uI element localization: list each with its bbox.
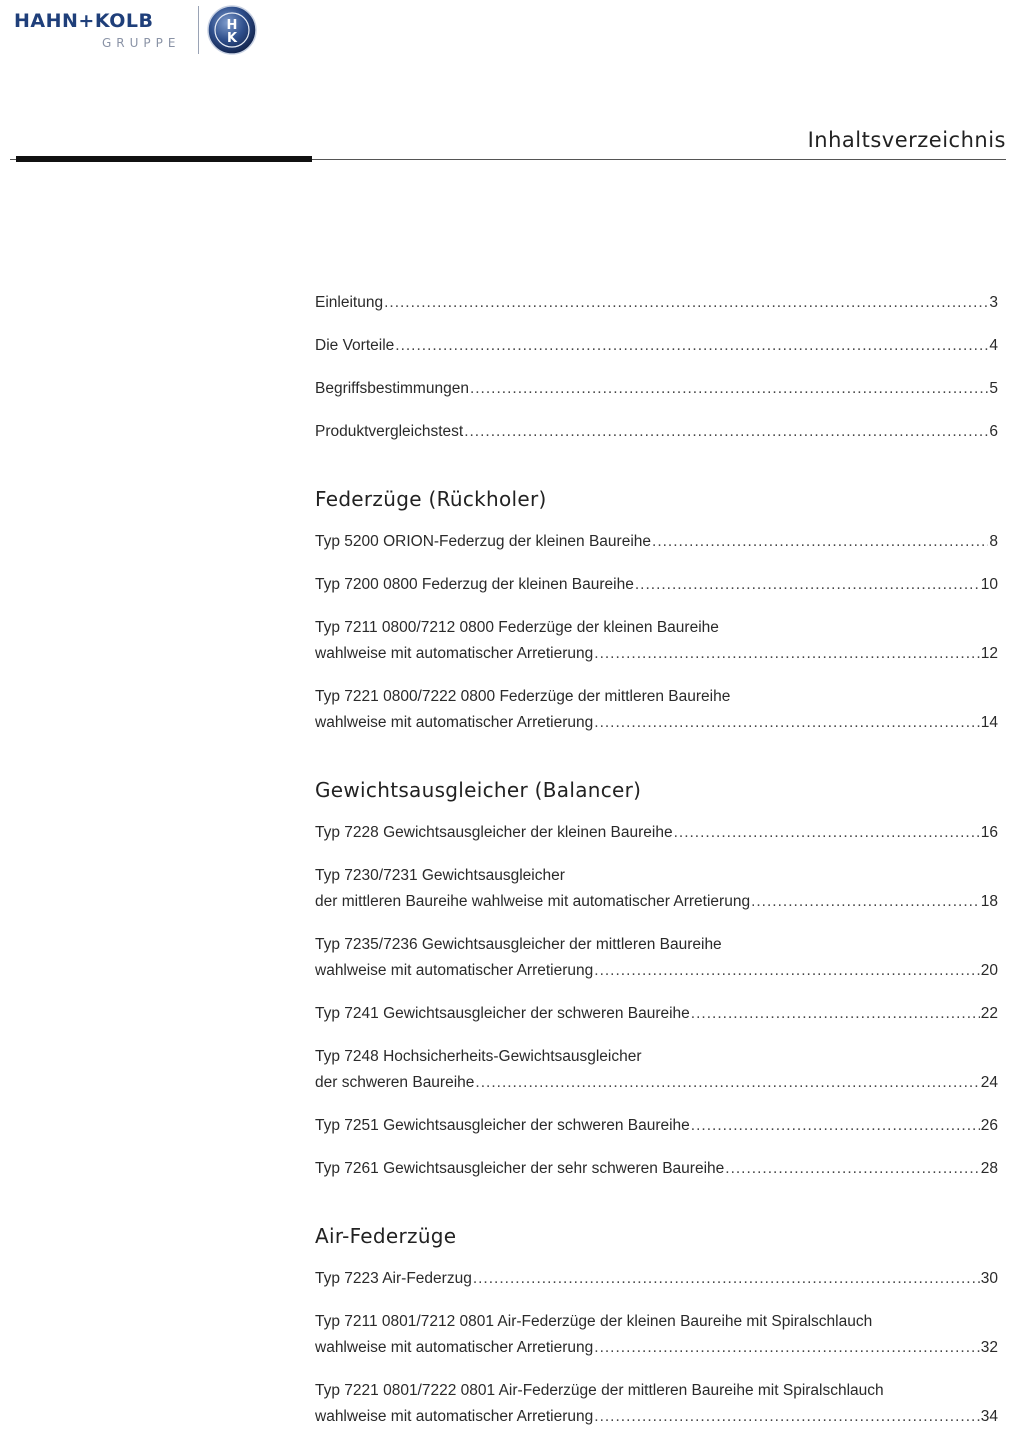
toc-leader-dots bbox=[674, 820, 980, 846]
toc-section-heading: Federzüge (Rückholer) bbox=[315, 487, 547, 511]
toc-leader-dots bbox=[594, 641, 979, 667]
toc-entry-line bbox=[315, 1070, 998, 1096]
header-rule-accent bbox=[16, 156, 312, 162]
toc-entry-text: Typ 5200 ORION-Federzug der kleinen Baureihe bbox=[315, 533, 652, 550]
toc-entry-line bbox=[315, 1156, 998, 1182]
toc-entry-line bbox=[315, 1335, 998, 1361]
toc-section-heading: Air-Federzüge bbox=[315, 1224, 457, 1248]
toc-leader-dots bbox=[464, 419, 988, 445]
logo-divider bbox=[198, 6, 199, 54]
toc-entry-text: Typ 7211 0801/7212 0801 Air-Federzüge der kleinen Baureihe mit Spiralschlauch bbox=[315, 1313, 873, 1330]
toc-entry-line bbox=[315, 932, 998, 958]
toc-entry-text: Typ 7248 Hochsicherheits-Gewichtsausgleicher bbox=[315, 1048, 642, 1065]
toc-page-number: 12 bbox=[980, 645, 998, 662]
toc-entry-text: wahlweise mit automatischer Arretierung bbox=[315, 1408, 594, 1425]
toc-entry-line bbox=[315, 1044, 998, 1070]
toc-page-number: 34 bbox=[980, 1408, 998, 1425]
toc-page-number: 8 bbox=[989, 533, 998, 550]
toc-page-number: 32 bbox=[980, 1339, 998, 1356]
toc-entry-line bbox=[315, 333, 998, 359]
toc-page-number: 10 bbox=[980, 576, 998, 593]
toc-page-number: 20 bbox=[980, 962, 998, 979]
brand-logo bbox=[14, 4, 264, 56]
toc-entry-text: Typ 7211 0800/7212 0800 Federzüge der kleinen Baureihe bbox=[315, 619, 719, 636]
toc-entry-text: Produktvergleichstest bbox=[315, 423, 464, 440]
toc-leader-dots bbox=[395, 333, 988, 359]
toc-leader-dots bbox=[594, 1404, 979, 1430]
toc-entry-text: wahlweise mit automatischer Arretierung bbox=[315, 714, 594, 731]
toc-entry-line bbox=[315, 529, 998, 555]
toc-entry[interactable] bbox=[315, 684, 998, 736]
page-title: Inhaltsverzeichnis bbox=[807, 128, 1006, 152]
toc-entry[interactable] bbox=[315, 863, 998, 915]
toc-entry-line bbox=[315, 1404, 998, 1430]
toc-entry-line bbox=[315, 710, 998, 736]
toc-entry-line bbox=[315, 376, 998, 402]
toc-leader-dots bbox=[635, 572, 980, 598]
toc-page-number: 30 bbox=[980, 1270, 998, 1287]
toc-entry[interactable] bbox=[315, 290, 998, 316]
brand-name: HAHN+KOLB bbox=[14, 10, 154, 32]
toc-entry-line bbox=[315, 1266, 998, 1292]
toc-entry-text: Typ 7228 Gewichtsausgleicher der kleinen Baureihe bbox=[315, 824, 673, 841]
toc-entry-line bbox=[315, 1309, 998, 1335]
toc-entry-line bbox=[315, 572, 998, 598]
toc-entry-line bbox=[315, 1378, 998, 1404]
table-of-contents bbox=[315, 290, 998, 1430]
toc-leader-dots bbox=[691, 1113, 980, 1139]
toc-entry-line bbox=[315, 290, 998, 316]
toc-entry-text: Typ 7200 0800 Federzug der kleinen Baureihe bbox=[315, 576, 634, 593]
toc-entry-line bbox=[315, 820, 998, 846]
toc-entry[interactable] bbox=[315, 932, 998, 984]
brand-subtitle: GRUPPE bbox=[102, 36, 181, 50]
toc-entry-text: Typ 7223 Air-Federzug bbox=[315, 1270, 472, 1287]
toc-leader-dots bbox=[652, 529, 988, 555]
hk-emblem-icon bbox=[206, 4, 258, 56]
toc-page-number: 28 bbox=[980, 1160, 998, 1177]
toc-entry-text: wahlweise mit automatischer Arretierung bbox=[315, 1339, 594, 1356]
toc-entry[interactable] bbox=[315, 820, 998, 846]
emblem-letter-h: H bbox=[226, 18, 238, 33]
toc-entry-line bbox=[315, 641, 998, 667]
toc-page-number: 4 bbox=[989, 337, 998, 354]
toc-leader-dots bbox=[594, 1335, 979, 1361]
toc-entry[interactable] bbox=[315, 1266, 998, 1292]
toc-entry-text: der mittleren Baureihe wahlweise mit automatischer Arretierung bbox=[315, 893, 751, 910]
toc-entry-line bbox=[315, 1113, 998, 1139]
toc-entry-line bbox=[315, 615, 998, 641]
toc-page-number: 14 bbox=[980, 714, 998, 731]
toc-entry[interactable] bbox=[315, 529, 998, 555]
toc-page-number: 26 bbox=[980, 1117, 998, 1134]
toc-entry[interactable] bbox=[315, 419, 998, 445]
toc-entry-line bbox=[315, 684, 998, 710]
toc-entry-text: Die Vorteile bbox=[315, 337, 395, 354]
toc-entry-text: Begriffsbestimmungen bbox=[315, 380, 469, 397]
toc-entry-line bbox=[315, 1001, 998, 1027]
toc-leader-dots bbox=[594, 710, 979, 736]
toc-page-number: 24 bbox=[980, 1074, 998, 1091]
toc-leader-dots bbox=[384, 290, 988, 316]
emblem-letter-k: K bbox=[226, 31, 238, 46]
toc-page-number: 22 bbox=[980, 1005, 998, 1022]
toc-page-number: 3 bbox=[989, 294, 998, 311]
toc-entry[interactable] bbox=[315, 1309, 998, 1361]
toc-entry[interactable] bbox=[315, 1001, 998, 1027]
toc-leader-dots bbox=[594, 958, 979, 984]
toc-entry-text: der schweren Baureihe bbox=[315, 1074, 475, 1091]
toc-entry-text: Typ 7251 Gewichtsausgleicher der schweren Baureihe bbox=[315, 1117, 690, 1134]
toc-entry-text: Typ 7261 Gewichtsausgleicher der sehr schweren Baureihe bbox=[315, 1160, 725, 1177]
toc-leader-dots bbox=[725, 1156, 979, 1182]
toc-leader-dots bbox=[470, 376, 988, 402]
toc-entry-text: Typ 7241 Gewichtsausgleicher der schweren Baureihe bbox=[315, 1005, 690, 1022]
toc-section-heading: Gewichtsausgleicher (Balancer) bbox=[315, 778, 642, 802]
toc-leader-dots bbox=[751, 889, 980, 915]
toc-entry-text: wahlweise mit automatischer Arretierung bbox=[315, 645, 594, 662]
toc-entry-line bbox=[315, 419, 998, 445]
toc-entry[interactable] bbox=[315, 1113, 998, 1139]
toc-entry-text: Typ 7230/7231 Gewichtsausgleicher bbox=[315, 867, 565, 884]
toc-entry-text: wahlweise mit automatischer Arretierung bbox=[315, 962, 594, 979]
toc-leader-dots bbox=[473, 1266, 980, 1292]
toc-entry-line bbox=[315, 958, 998, 984]
toc-leader-dots bbox=[691, 1001, 980, 1027]
toc-entry-line bbox=[315, 889, 998, 915]
toc-entry[interactable] bbox=[315, 1156, 998, 1182]
toc-page-number: 5 bbox=[989, 380, 998, 397]
toc-entry-text: Einleitung bbox=[315, 294, 384, 311]
toc-entry[interactable] bbox=[315, 333, 998, 359]
toc-leader-dots bbox=[475, 1070, 979, 1096]
toc-entry[interactable] bbox=[315, 1044, 998, 1096]
toc-entry-text: Typ 7235/7236 Gewichtsausgleicher der mittleren Baureihe bbox=[315, 936, 722, 953]
toc-entry-line bbox=[315, 863, 998, 889]
toc-entry-text: Typ 7221 0800/7222 0800 Federzüge der mittleren Baureihe bbox=[315, 688, 731, 705]
toc-entry-text: Typ 7221 0801/7222 0801 Air-Federzüge der mittleren Baureihe mit Spiralschlauch bbox=[315, 1382, 884, 1399]
toc-entry[interactable] bbox=[315, 376, 998, 402]
toc-entry[interactable] bbox=[315, 615, 998, 667]
toc-page-number: 18 bbox=[980, 893, 998, 910]
toc-entry[interactable] bbox=[315, 1378, 998, 1430]
toc-page-number: 16 bbox=[980, 824, 998, 841]
toc-page-number: 6 bbox=[989, 423, 998, 440]
toc-entry[interactable] bbox=[315, 572, 998, 598]
